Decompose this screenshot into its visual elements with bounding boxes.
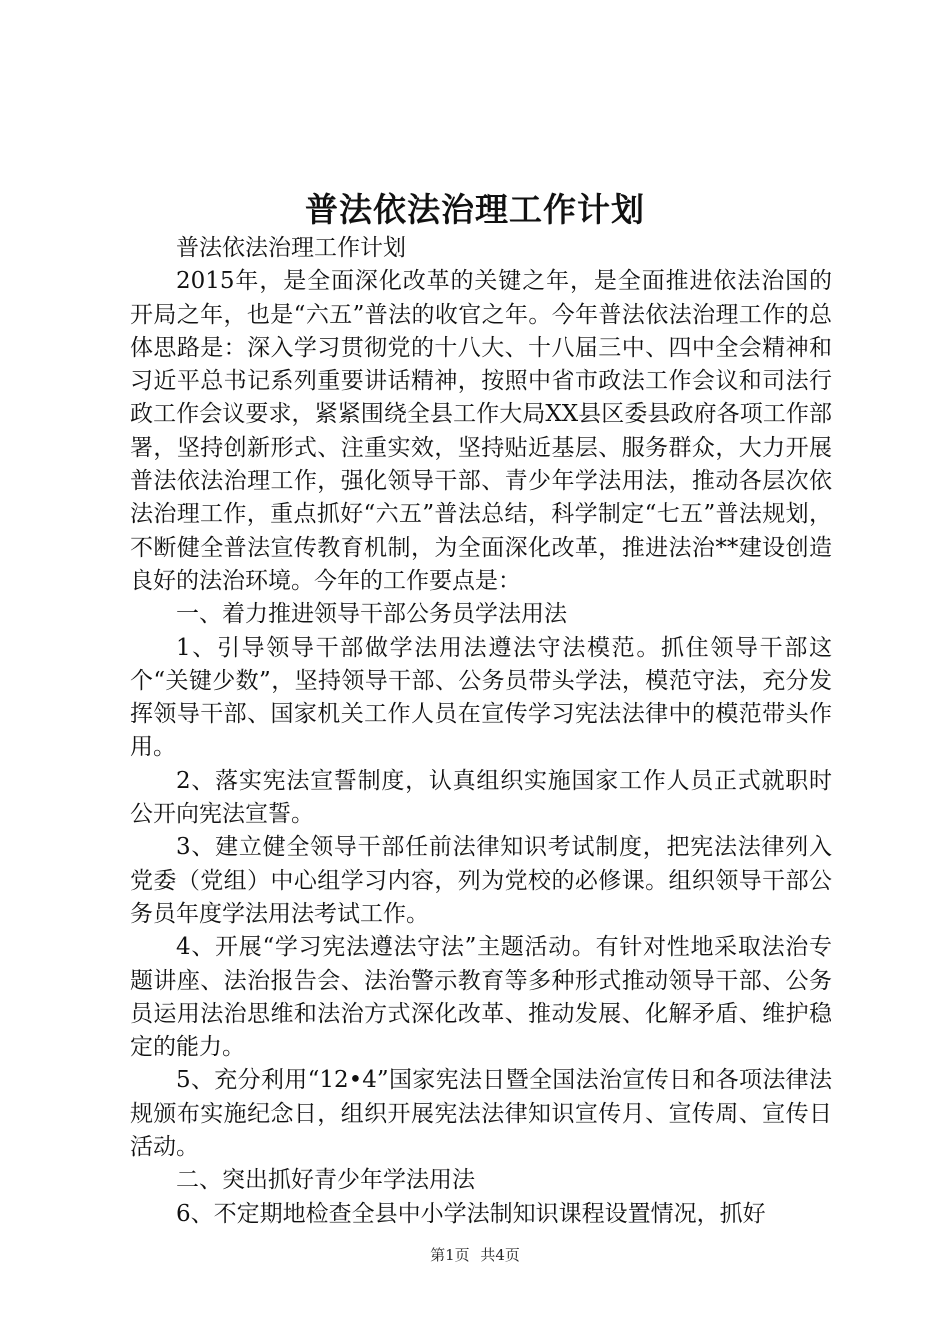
paragraph-item-2: 2、落实宪法宣誓制度，认真组织实施国家工作人员正式就职时公开向宪法宣誓。 <box>130 767 832 828</box>
section-heading-2: 二、突出抓好青少年学法用法 <box>176 1167 475 1194</box>
page-footer <box>0 1244 950 1265</box>
paragraph-item-4: 4、开展“学习宪法遵法守法”主题活动。有针对性地采取法治专题讲座、法治报告会、法治警示教育等多种形式推动领导干部、公务员运用法治思维和法治方式深化改革、推动发展、化解矛盾、维护稳定的能力。 <box>130 934 832 1061</box>
page-number: 第1页 <box>430 1246 470 1264</box>
paragraph-subtitle: 普法依法治理工作计划 <box>176 235 406 261</box>
document-title: 普法依法治理工作计划 <box>305 190 645 229</box>
paragraph-item-1: 1、引导领导干部做学法用法遵法守法模范。抓住领导干部这个“关键少数”，坚持领导干部、公务员带头学法，模范守法，充分发挥领导干部、国家机关工作人员在宣传学习宪法法律中的模范带头作用。 <box>130 634 832 761</box>
document-body <box>130 232 832 1231</box>
paragraph-item-6: 6、不定期地检查全县中小学法制知识课程设置情况，抓好 <box>176 1200 766 1227</box>
page-total: 共4页 <box>480 1246 520 1264</box>
paragraph-intro: 2015年，是全面深化改革的关键之年，是全面推进依法治国的开局之年，也是“六五”普法的收官之年。今年普法依法治理工作的总体思路是：深入学习贯彻党的十八大、十八届三中、四中全会精神和习近平总书记系列重要讲话精神，按照中省市政法工作会议和司法行政工作会议要求，紧紧围绕全县工作大局XX县区委县政府各项工作部署，坚持创新形式、注重实效，坚持贴近基层、服务群众，大力开展普法依法治理工作，强化领导干部、青少年学法用法，推动各层次依法治理工作，重点抓好“六五”普法总结，科学制定“七五”普法规划，不断健全普法宣传教育机制，为全面深化改革，推进法治**建设创造良好的法治环境。今年的工作要点是： <box>130 268 832 594</box>
paragraph-item-3: 3、建立健全领导干部任前法律知识考试制度，把宪法法律列入党委（党组）中心组学习内容，列为党校的必修课。组织领导干部公务员年度学法用法考试工作。 <box>130 834 832 927</box>
section-heading-1: 一、着力推进领导干部公务员学法用法 <box>176 601 567 628</box>
paragraph-item-5: 5、充分利用“12•4”国家宪法日暨全国法治宣传日和各项法律法规颁布实施纪念日，组织开展宪法法律知识宣传月、宣传周、宣传日活动。 <box>130 1067 832 1161</box>
